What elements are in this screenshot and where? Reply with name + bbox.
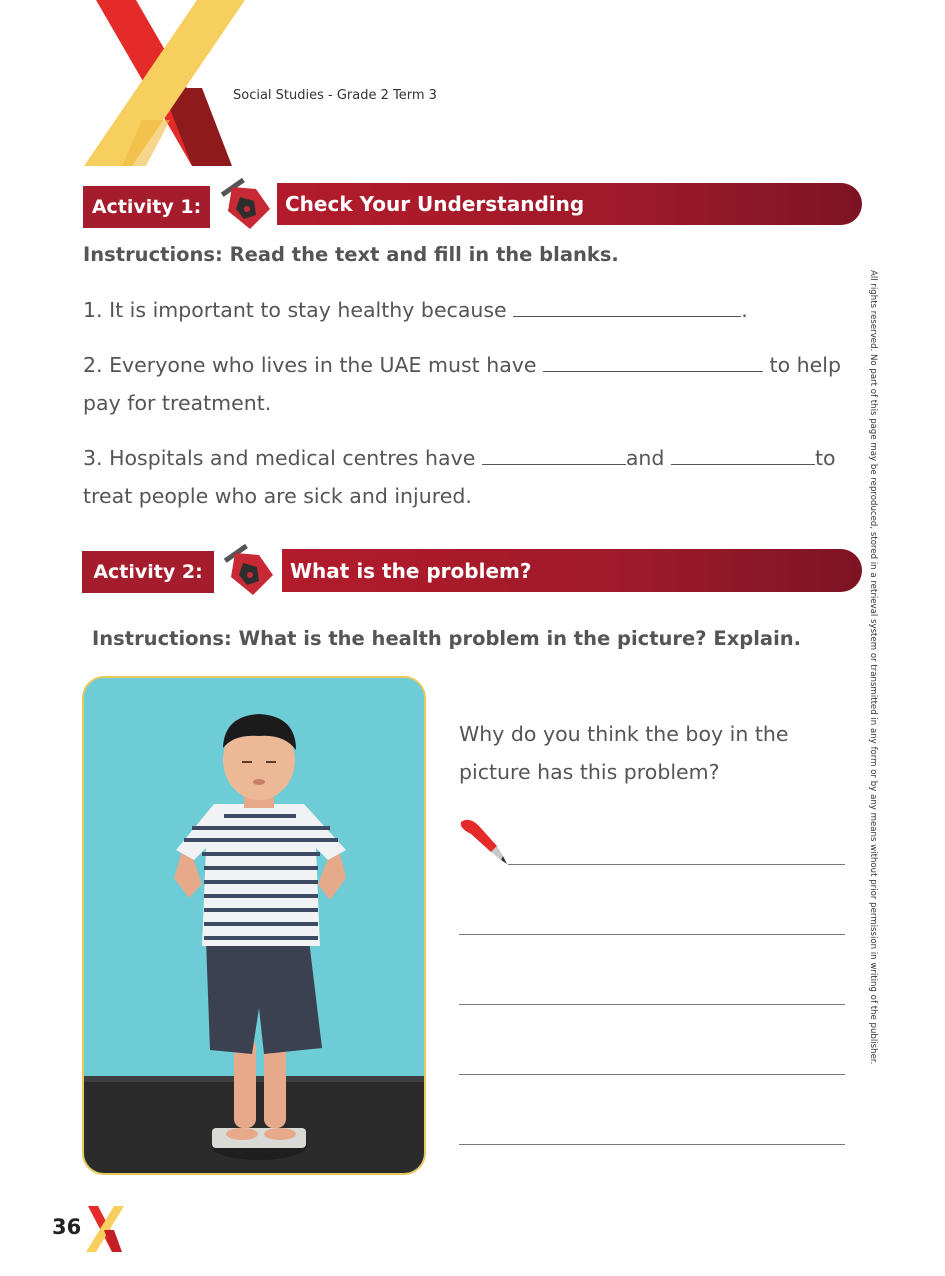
copyright-text: All rights reserved. No part of this page may be reproduced, stored in a retrieval system or transmitted in any form or by any means without prior permission in writing of the publisher. (868, 270, 878, 1065)
copyright-notice (866, 270, 886, 1065)
boy-on-scale-photo (82, 676, 426, 1175)
question-2-line2: pay for treatment. (83, 391, 272, 415)
activity1-instructions: Instructions: Read the text and fill in the blanks. (83, 243, 619, 266)
question-3-line2: treat people who are sick and injured. (83, 484, 472, 508)
pen-nib-icon (213, 541, 279, 599)
footer-logo (84, 1206, 126, 1252)
brand-logo (82, 0, 247, 166)
pencil-icon (457, 816, 509, 868)
answer-line-4[interactable] (459, 1074, 845, 1075)
activity1-tag: Activity 1: (83, 186, 210, 228)
activity2-question-line1: Why do you think the boy in the (459, 722, 789, 746)
answer-line-5[interactable] (459, 1144, 845, 1145)
activity2-title: What is the problem? (282, 549, 862, 592)
question-3-end: to (814, 446, 836, 470)
answer-line-3[interactable] (459, 1004, 845, 1005)
blank-2[interactable] (543, 347, 763, 372)
page-number: 36 (52, 1215, 82, 1239)
question-3-middle: and (625, 446, 671, 470)
blank-3b[interactable] (671, 440, 815, 465)
question-1-text: 1. It is important to stay healthy because (83, 298, 514, 322)
pen-nib-icon (210, 175, 276, 233)
activity2-question-line2: picture has this problem? (459, 760, 720, 784)
question-3-text: 3. Hospitals and medical centres have (83, 446, 482, 470)
answer-line-2[interactable] (459, 934, 845, 935)
activity1-title: Check Your Understanding (277, 183, 862, 225)
activity2-instructions: Instructions: What is the health problem in the picture? Explain. (92, 627, 802, 650)
question-2-end: to help (763, 353, 841, 377)
blank-3a[interactable] (482, 440, 626, 465)
activity2-tag: Activity 2: (82, 551, 214, 593)
question-3 (83, 439, 873, 515)
question-2-text: 2. Everyone who lives in the UAE must have (83, 353, 544, 377)
blank-1[interactable] (513, 292, 741, 317)
question-1-end: . (741, 298, 748, 322)
answer-line-1[interactable] (508, 864, 845, 865)
question-2 (83, 346, 863, 422)
question-1 (83, 291, 863, 329)
boy-illustration (84, 678, 424, 1173)
header-title: Social Studies - Grade 2 Term 3 (233, 88, 437, 103)
activity2-question (459, 715, 839, 791)
